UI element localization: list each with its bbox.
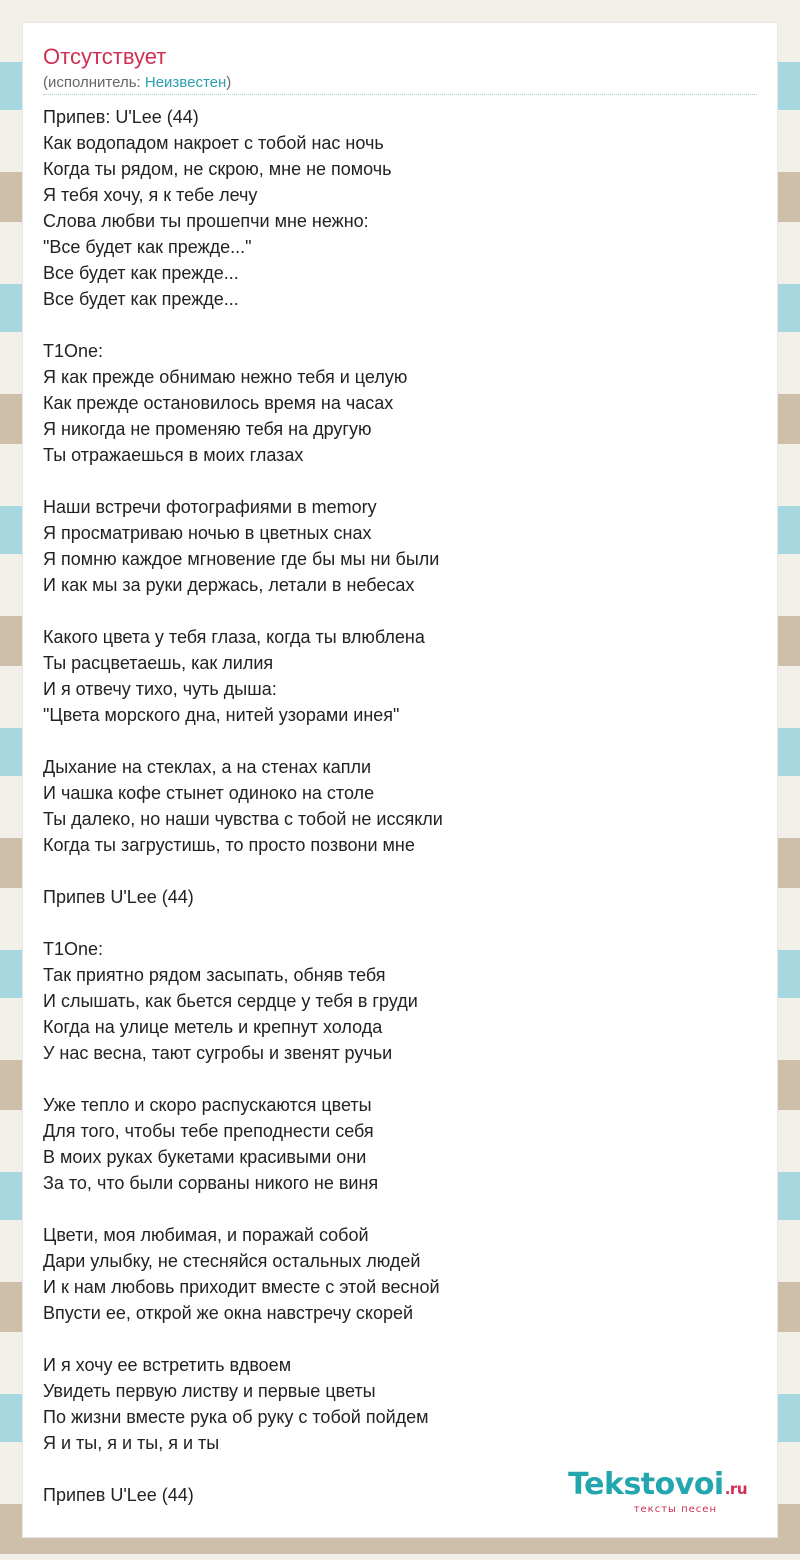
lyric-line: Припев U'Lee (44) (43, 887, 194, 907)
lyric-line: По жизни вместе рука об руку с тобой пойдем (43, 1407, 429, 1427)
lyric-blank-line (43, 858, 743, 884)
lyric-line: Я просматриваю ночью в цветных снах (43, 523, 372, 543)
lyric-line: И слышать, как бьется сердце у тебя в груди (43, 991, 418, 1011)
logo-name: Tekstovoi (568, 1467, 724, 1502)
lyric-line: T1One: (43, 341, 104, 361)
lyric-blank-line (43, 728, 743, 754)
lyric-blank-line (43, 1066, 743, 1092)
lyric-blank-line (43, 312, 743, 338)
lyric-line: Я помню каждое мгновение где бы мы ни были (43, 549, 440, 569)
lyric-line: Уже тепло и скоро распускаются цветы (43, 1095, 372, 1115)
lyric-line: "Цвета морского дна, нитей узорами инея" (43, 705, 400, 725)
artist-prefix: (исполнитель: (43, 74, 145, 91)
lyric-line: Как прежде остановилось время на часах (43, 393, 394, 413)
lyric-line: Я никогда не променяю тебя на другую (43, 419, 372, 439)
lyric-line: Я и ты, я и ты, я и ты (43, 1433, 220, 1453)
lyric-blank-line (43, 468, 743, 494)
logo-tagline: тексты песен (633, 1504, 717, 1515)
lyric-line: Впусти ее, открой же окна навстречу скорей (43, 1303, 414, 1323)
lyric-line: Как водопадом накроет с тобой нас ночь (43, 133, 384, 153)
lyric-blank-line (43, 1196, 743, 1222)
song-title: Отсутствует (43, 44, 167, 69)
lyric-line: T1One: (43, 939, 104, 959)
lyric-line: "Все будет как прежде..." (43, 237, 252, 257)
lyric-line: Когда ты загрустишь, то просто позвони мне (43, 835, 415, 855)
lyric-line: Припев: U'Lee (44) (43, 107, 199, 127)
lyric-line: Какого цвета у тебя глаза, когда ты влюблена (43, 627, 425, 647)
artist-suffix: ) (226, 74, 232, 91)
lyric-line: И к нам любовь приходит вместе с этой весной (43, 1277, 440, 1297)
lyric-line: Увидеть первую листву и первые цветы (43, 1381, 376, 1401)
lyric-line: Дыхание на стеклах, а на стенах капли (43, 757, 372, 777)
lyrics-card (22, 22, 778, 1538)
lyric-line: Припев U'Lee (44) (43, 1485, 194, 1505)
lyrics-text (43, 104, 743, 1508)
lyric-line: Ты расцветаешь, как лилия (43, 653, 274, 673)
lyric-line: Все будет как прежде... (43, 289, 239, 309)
lyric-line: Ты отражаешься в моих глазах (43, 445, 304, 465)
artist-link[interactable]: Неизвестен (144, 74, 227, 91)
lyric-line: И чашка кофе стынет одиноко на столе (43, 783, 375, 803)
lyric-line: Дари улыбку, не стесняйся остальных людей (43, 1251, 421, 1271)
lyric-blank-line (43, 598, 743, 624)
lyric-line: У нас весна, тают сугробы и звенят ручьи (43, 1043, 393, 1063)
lyric-blank-line (43, 910, 743, 936)
lyric-line: Когда ты рядом, не скрою, мне не помочь (43, 159, 392, 179)
lyric-blank-line (43, 1326, 743, 1352)
lyric-line: Ты далеко, но наши чувства с тобой не иссякли (43, 809, 443, 829)
artist-line (43, 73, 231, 93)
logo-domain: .ru (724, 1480, 747, 1498)
lyric-line: Так приятно рядом засыпать, обняв тебя (43, 965, 386, 985)
lyric-line: Я как прежде обнимаю нежно тебя и целую (43, 367, 408, 387)
lyric-line: И я отвечу тихо, чуть дыша: (43, 679, 277, 699)
lyric-line: Наши встречи фотографиями в memory (43, 497, 377, 517)
site-logo[interactable] (568, 1469, 747, 1515)
lyric-line: И как мы за руки держась, летали в небесах (43, 575, 415, 595)
lyric-line: Все будет как прежде... (43, 263, 239, 283)
logo-wordmark (568, 1469, 747, 1505)
lyric-line: Цвети, моя любимая, и поражай собой (43, 1225, 369, 1245)
header-divider (43, 94, 757, 95)
lyric-line: В моих руках букетами красивыми они (43, 1147, 367, 1167)
lyric-line: Для того, чтобы тебе преподнести себя (43, 1121, 374, 1141)
lyric-line: И я хочу ее встретить вдвоем (43, 1355, 292, 1375)
lyric-line: Я тебя хочу, я к тебе лечу (43, 185, 258, 205)
lyric-line: Слова любви ты прошепчи мне нежно: (43, 211, 369, 231)
lyric-line: За то, что были сорваны никого не виня (43, 1173, 379, 1193)
lyric-line: Когда на улице метель и крепнут холода (43, 1017, 383, 1037)
